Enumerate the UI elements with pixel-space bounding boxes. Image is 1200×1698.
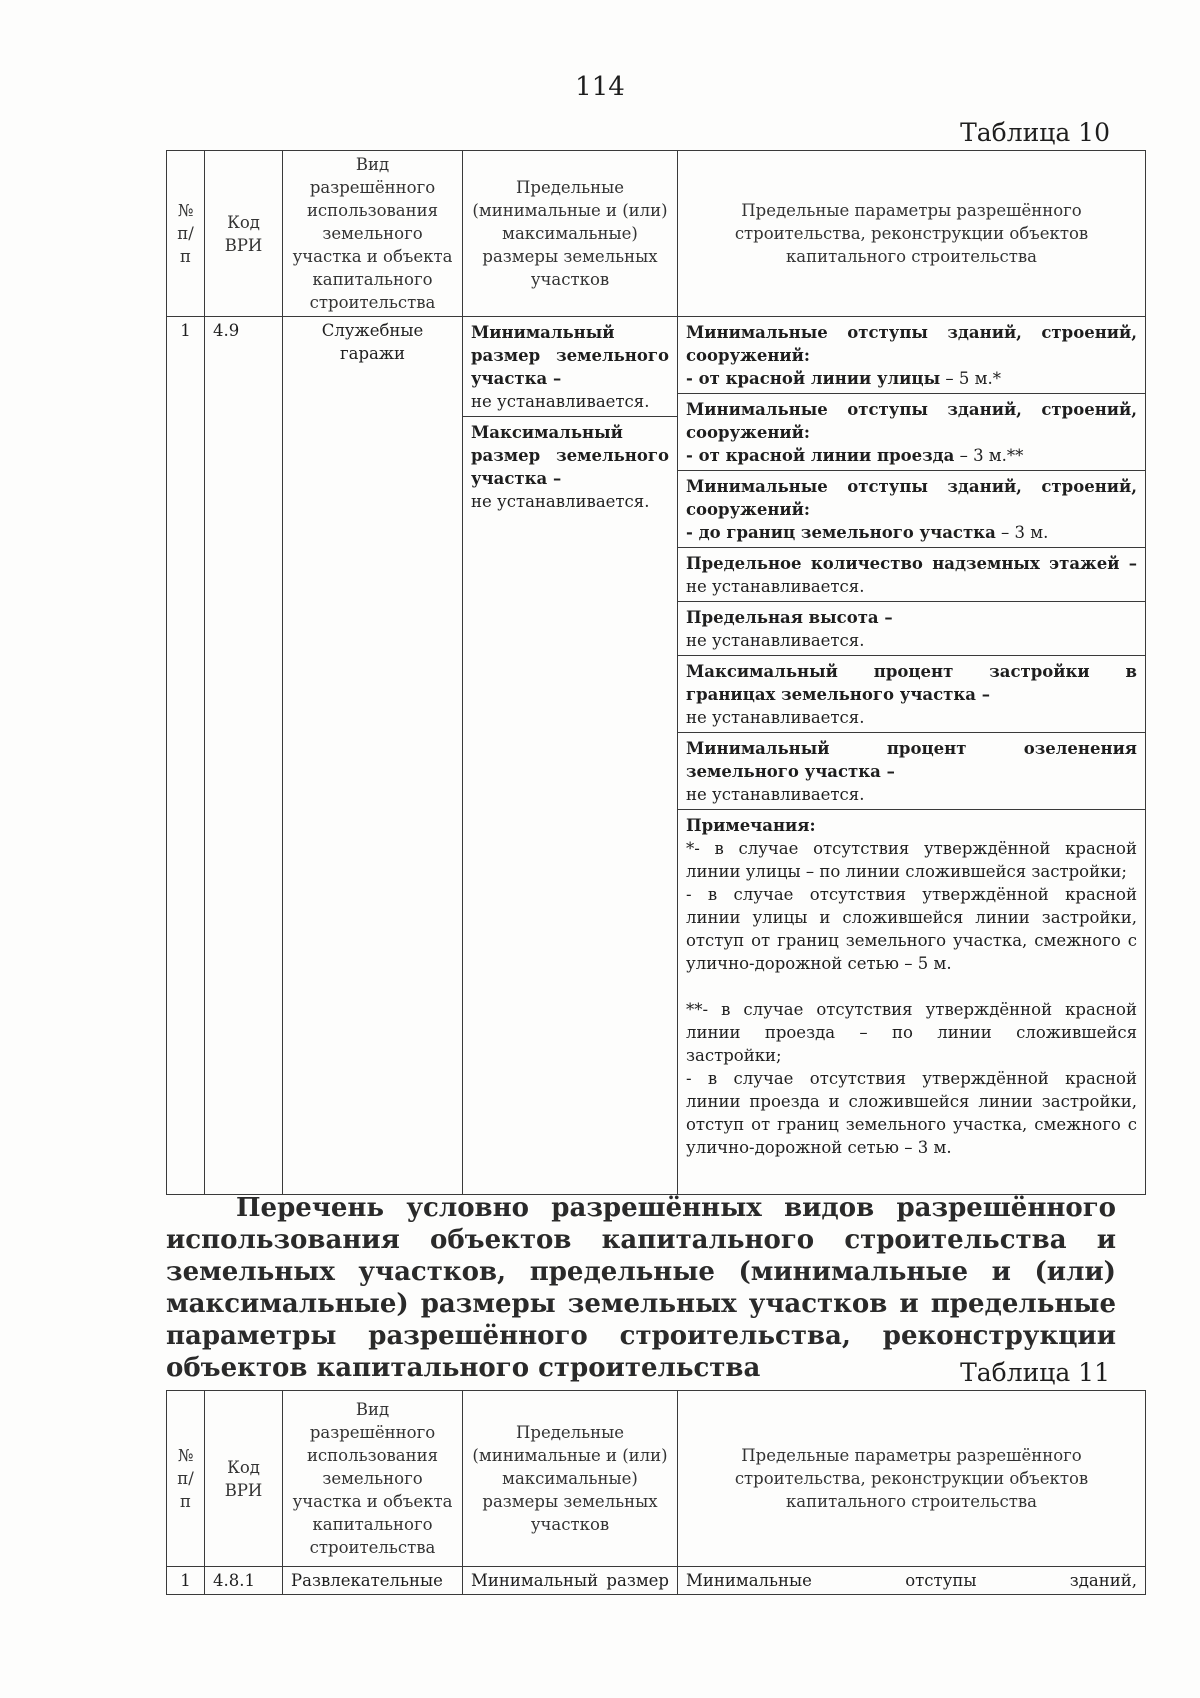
header-params: Предельные параметры разрешённого строительства, реконструкции объектов капитального строительства — [678, 151, 1146, 317]
row-params: Минимальные отступы зданий, — [678, 1567, 1146, 1595]
param-green-percent-label: Минимальный процент озеленения земельного участка – — [686, 739, 1137, 781]
table-11-header-row — [167, 1391, 1146, 1567]
notes-block — [686, 812, 1137, 1162]
size-max-value: не устанавливается. — [471, 492, 650, 511]
header-num: № п/п — [167, 1391, 205, 1567]
param-green-percent-value: не устанавливается. — [686, 785, 865, 804]
param-green-percent — [686, 735, 1137, 809]
size-min-block — [471, 319, 669, 416]
row-size: Минимальный размер — [463, 1567, 678, 1595]
row-params-cell — [678, 317, 1146, 1195]
param-build-percent-value: не устанавливается. — [686, 708, 865, 727]
row-code: 4.8.1 — [205, 1567, 283, 1595]
header-size: Предельные (минимальные и (или) максимальные) размеры земельных участков — [463, 1391, 678, 1567]
param-build-percent — [686, 658, 1137, 732]
table-row — [167, 317, 1146, 1195]
table-10-caption: Таблица 10 — [960, 118, 1110, 147]
row-size-cell — [463, 317, 678, 1195]
header-code: Код ВРИ — [205, 1391, 283, 1567]
size-max-block — [471, 419, 669, 516]
param-build-percent-label: Максимальный процент застройки в границах земельного участка – — [686, 662, 1137, 704]
param-setback-boundary-line: - до границ земельного участка — [686, 523, 996, 542]
param-setback-passage-label: Минимальные отступы зданий, строений, сооружений: — [686, 400, 1137, 442]
param-height-label: Предельная высота – — [686, 608, 893, 627]
param-height-value: не устанавливается. — [686, 631, 865, 650]
note-1a: *- в случае отсутствия утверждённой красной линии улицы – по линии сложившейся застройки; — [686, 839, 1137, 881]
section-heading-text: Перечень условно разрешённых видов разрешённого использования объектов капитального строительства и земельных участков, предельные (минимальные и (или) максимальные) размеры земельных участков и предельные параметры разрешённого строительства, реконструкции объектов капитального строительства — [166, 1193, 1116, 1383]
param-setback-boundary — [686, 473, 1137, 547]
row-num: 1 — [167, 1567, 205, 1595]
param-setback-street — [686, 319, 1137, 393]
header-size: Предельные (минимальные и (или) максимальные) размеры земельных участков — [463, 151, 678, 317]
param-setback-passage-line: - от красной линии проезда — [686, 446, 955, 465]
page-number: 114 — [575, 72, 625, 102]
param-setback-boundary-value: – 3 м. — [995, 523, 1049, 542]
param-setback-passage — [686, 396, 1137, 470]
size-max-label: Максимальный размер земельного участка – — [471, 423, 669, 488]
param-setback-boundary-label: Минимальные отступы зданий, строений, сооружений: — [686, 477, 1137, 519]
table-10 — [166, 150, 1146, 1195]
param-setback-passage-value: – 3 м.** — [954, 446, 1024, 465]
table-11 — [166, 1390, 1146, 1595]
size-min-label: Минимальный размер земельного участка – — [471, 323, 669, 388]
param-floors-label: Предельное количество надземных этажей – — [686, 554, 1137, 573]
table-11-caption: Таблица 11 — [960, 1358, 1110, 1387]
header-kind: Вид разрешённого использования земельного участка и объекта капитального строительства — [283, 1391, 463, 1567]
header-kind: Вид разрешённого использования земельного участка и объекта капитального строительства — [283, 151, 463, 317]
param-setback-street-line: - от красной линии улицы — [686, 369, 941, 388]
table-10-header-row — [167, 151, 1146, 317]
note-2a: **- в случае отсутствия утверждённой красной линии проезда – по линии сложившейся застройки; — [686, 1000, 1137, 1065]
note-2b: - в случае отсутствия утверждённой красной линии проезда и сложившейся линии застройки, отступ от границ земельного участка, смежного с улично-дорожной сетью – 3 м. — [686, 1069, 1137, 1157]
notes-title: Примечания: — [686, 816, 816, 835]
section-heading — [166, 1192, 1116, 1384]
row-kind: Развлекательные — [283, 1567, 463, 1595]
header-code: Код ВРИ — [205, 151, 283, 317]
param-setback-street-value: – 5 м.* — [940, 369, 1001, 388]
param-floors — [686, 550, 1137, 601]
note-1b: - в случае отсутствия утверждённой красной линии улицы и сложившейся линии застройки, отступ от границ земельного участка, смежного с улично-дорожной сетью – 5 м. — [686, 885, 1137, 973]
header-params: Предельные параметры разрешённого строительства, реконструкции объектов капитального строительства — [678, 1391, 1146, 1567]
param-height — [686, 604, 1137, 655]
param-setback-street-label: Минимальные отступы зданий, строений, сооружений: — [686, 323, 1137, 365]
row-num: 1 — [167, 317, 205, 1195]
header-num: № п/п — [167, 151, 205, 317]
size-min-value: не устанавливается. — [471, 392, 650, 411]
table-row — [167, 1567, 1146, 1595]
param-floors-value: не устанавливается. — [686, 577, 865, 596]
row-kind: Служебные гаражи — [283, 317, 463, 1195]
row-code: 4.9 — [205, 317, 283, 1195]
